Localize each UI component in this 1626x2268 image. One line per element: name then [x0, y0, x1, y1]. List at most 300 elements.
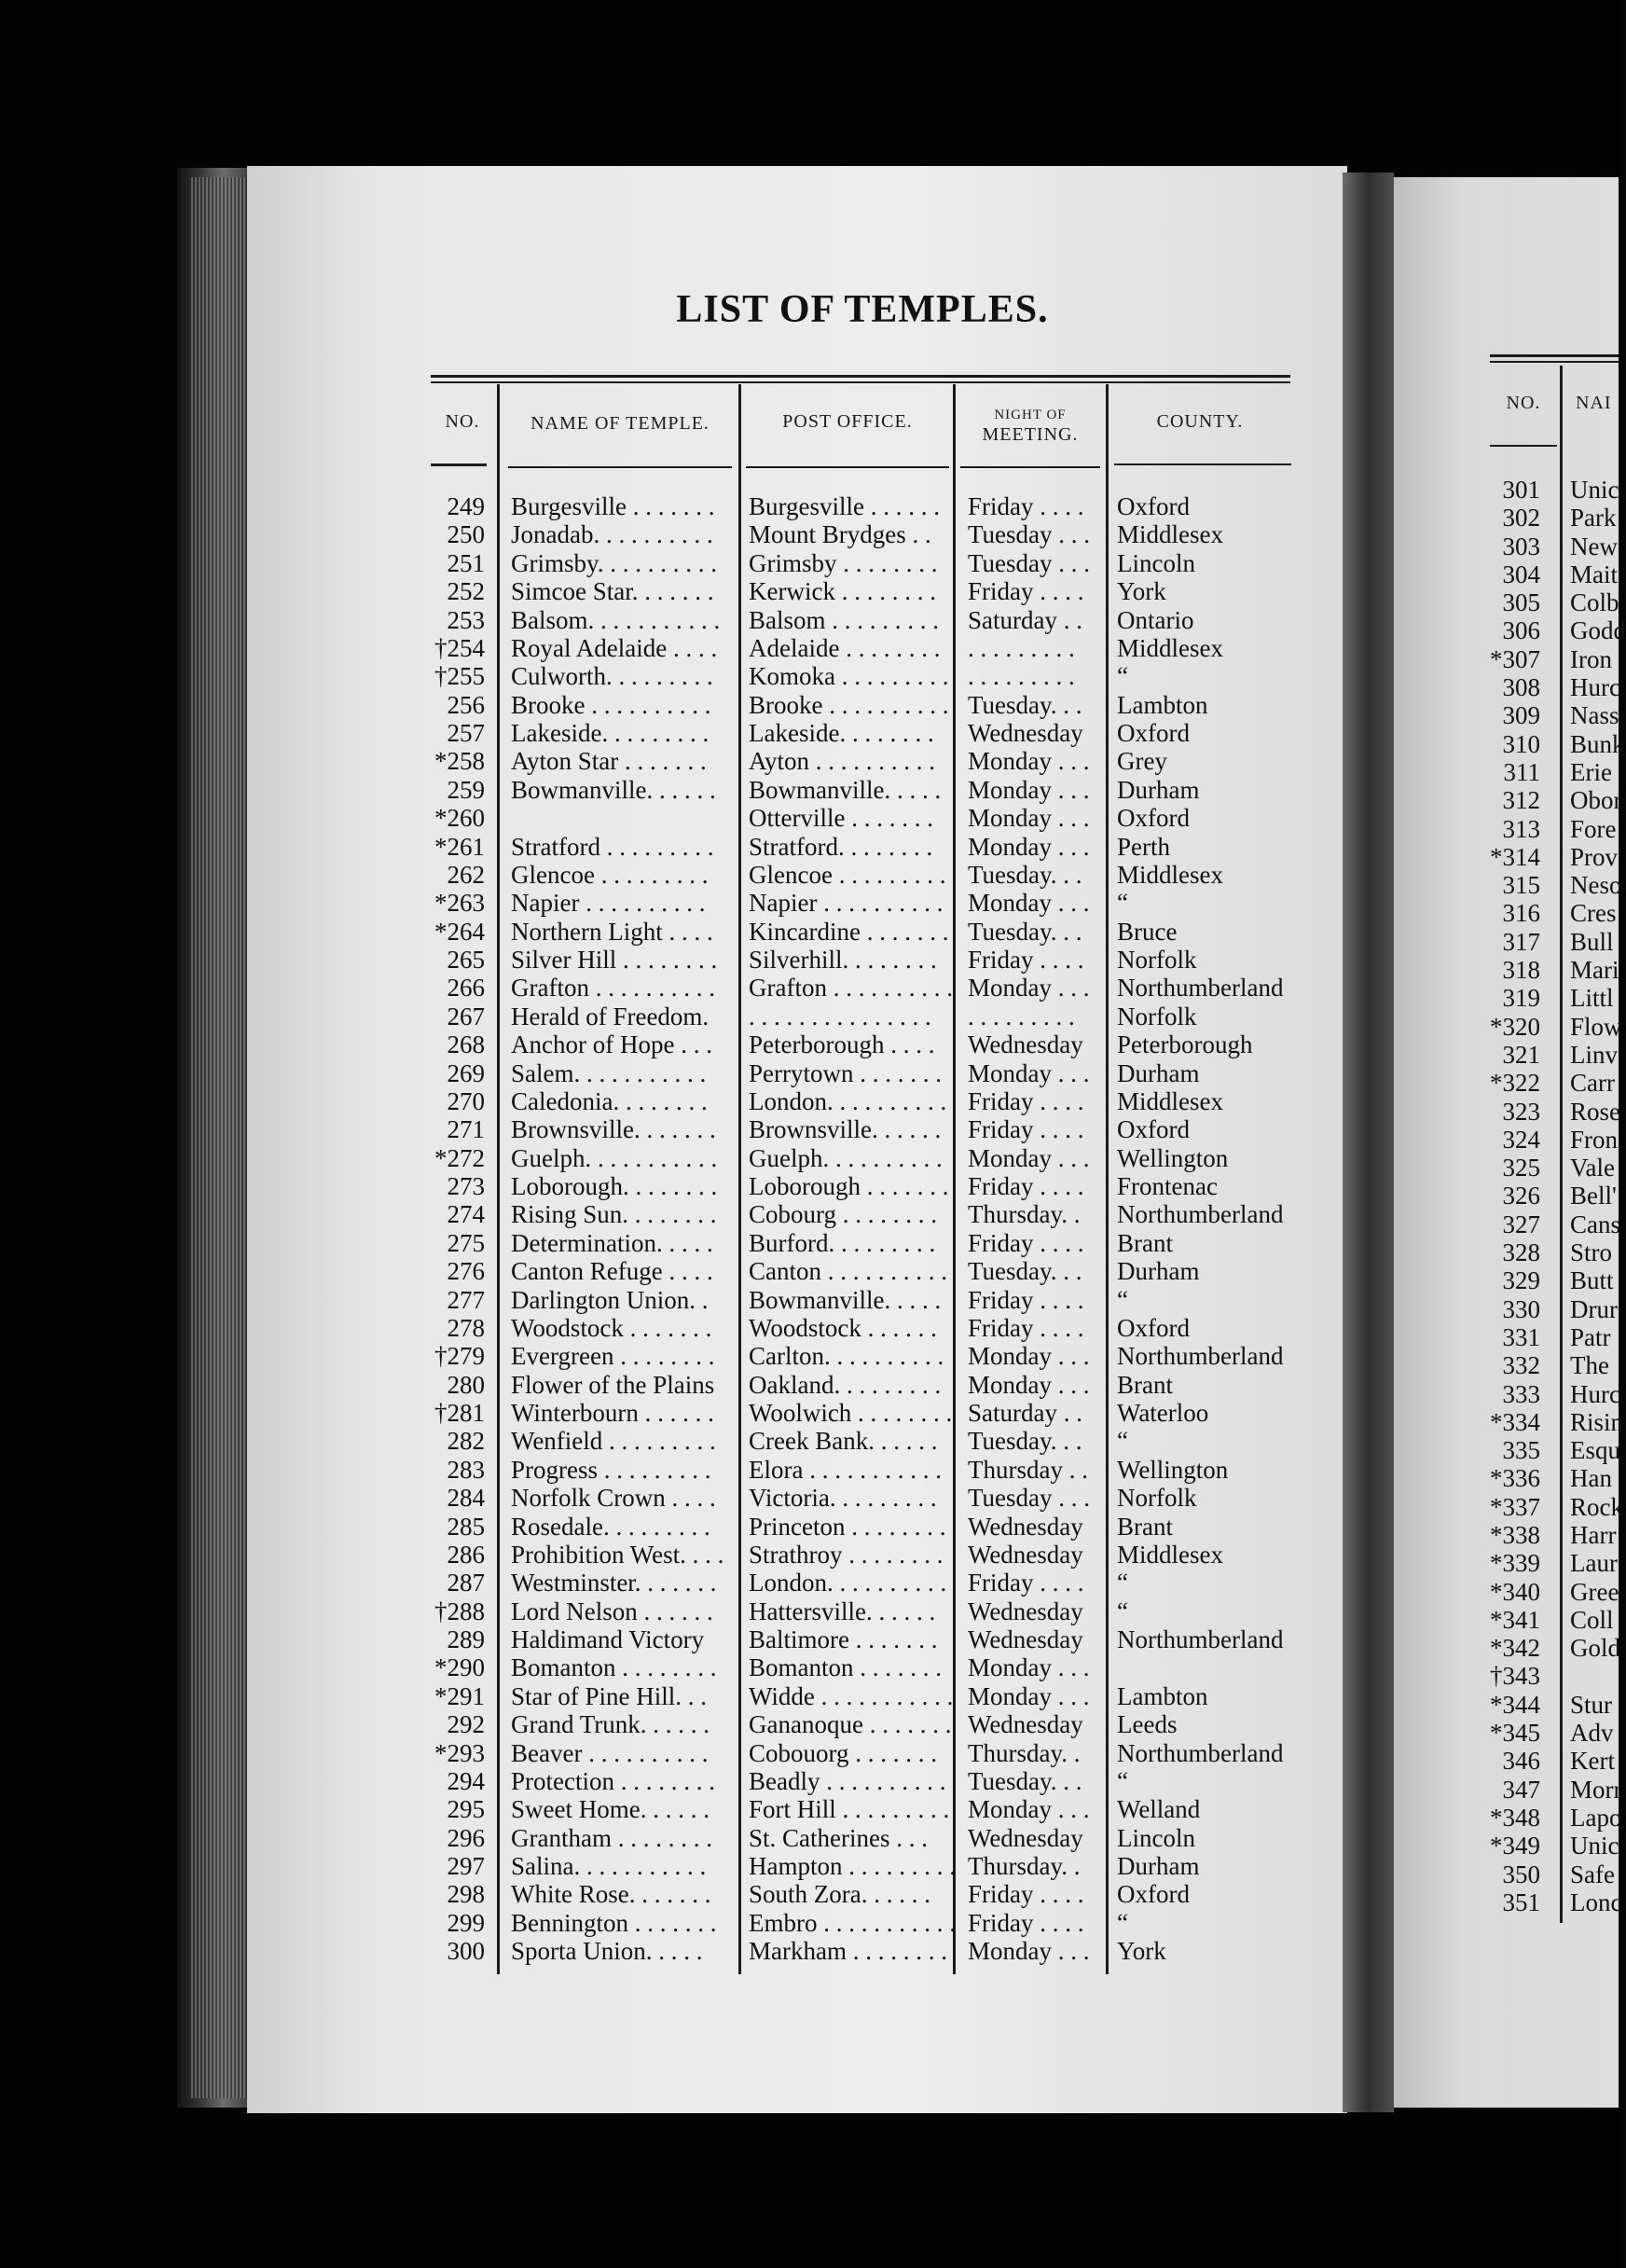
- table-row: [410, 776, 1324, 804]
- post-office: Creek Bank. . . . . .: [749, 1427, 938, 1456]
- county: Northumberland: [1117, 1625, 1284, 1653]
- county: “: [1117, 889, 1128, 918]
- temple-number: 277: [447, 1285, 485, 1314]
- table-row: [410, 1937, 1324, 1965]
- county: Lambton: [1117, 690, 1208, 719]
- post-office: Brownsville. . . . . .: [749, 1115, 942, 1144]
- county: Northumberland: [1117, 1200, 1284, 1229]
- temple-number: 270: [447, 1086, 485, 1115]
- meeting-night: Friday . . . .: [968, 1172, 1084, 1200]
- county: York: [1117, 1937, 1166, 1966]
- meeting-night: Tuesday. . .: [968, 917, 1082, 946]
- temple-number: 256: [447, 690, 485, 719]
- table-row: [410, 1030, 1324, 1058]
- county: Middlesex: [1117, 860, 1223, 889]
- post-office: London. . . . . . . . . .: [749, 1569, 947, 1597]
- post-office: St. Catherines . . .: [749, 1823, 928, 1852]
- meeting-night: Friday . . . .: [968, 1228, 1084, 1257]
- header-night-line2: MEETING.: [982, 424, 1079, 445]
- temple-name: Mait: [1570, 560, 1618, 588]
- right-table-top-rule-2: [1490, 361, 1619, 363]
- table-row: [410, 1314, 1324, 1342]
- county: Brant: [1117, 1228, 1173, 1257]
- right-table-row: [1473, 871, 1622, 900]
- post-office: Mount Brydges . .: [749, 520, 931, 549]
- temple-name: Winterbourn . . . . . .: [511, 1399, 714, 1427]
- post-office: Grimsby . . . . . . . .: [749, 548, 938, 577]
- temple-number: *272: [434, 1143, 485, 1172]
- temple-table-body: [410, 492, 1324, 1966]
- header-bottom-rule-po: [746, 466, 949, 468]
- post-office: Lakeside. . . . . . . .: [749, 719, 934, 747]
- table-row: [410, 861, 1324, 889]
- temple-number: 271: [447, 1115, 485, 1144]
- table-row: [410, 1513, 1324, 1541]
- temple-number: 302: [1502, 504, 1540, 532]
- temple-number: 295: [447, 1795, 485, 1824]
- post-office: Hattersville. . . . . .: [749, 1597, 936, 1625]
- right-table-row: [1473, 1747, 1619, 1775]
- meeting-night: Monday . . .: [968, 974, 1090, 1003]
- temple-number: 350: [1502, 1860, 1540, 1888]
- temple-name: Glencoe . . . . . . . . .: [511, 860, 709, 889]
- right-table-row: [1473, 1521, 1619, 1549]
- county: “: [1117, 1908, 1128, 1937]
- meeting-night: Thursday. .: [968, 1738, 1081, 1767]
- temple-name: Fron: [1570, 1125, 1619, 1154]
- temple-number: 309: [1502, 701, 1540, 730]
- county: Ontario: [1117, 605, 1194, 634]
- temple-number: *263: [434, 889, 485, 918]
- table-top-rule: [431, 375, 1290, 378]
- temple-name: Brooke . . . . . . . . . .: [511, 690, 711, 719]
- table-row: [410, 1653, 1324, 1681]
- county: Northumberland: [1117, 974, 1284, 1003]
- table-row: [410, 946, 1324, 974]
- header-night-line1: NIGHT OF: [994, 408, 1067, 422]
- post-office: Perrytown . . . . . . .: [749, 1058, 942, 1087]
- temple-name: Norfolk Crown . . . .: [511, 1484, 716, 1513]
- county: “: [1117, 1427, 1128, 1456]
- table-row: [410, 1795, 1324, 1823]
- meeting-night: Tuesday. . .: [968, 860, 1082, 889]
- table-row: [410, 1399, 1324, 1427]
- meeting-night: Thursday . .: [968, 1455, 1088, 1484]
- temple-name: Godd: [1570, 616, 1626, 645]
- temple-number: *338: [1490, 1520, 1540, 1549]
- meeting-night: Tuesday. . .: [968, 1427, 1082, 1456]
- meeting-night: Wednesday: [968, 1625, 1083, 1653]
- meeting-night: Monday . . .: [968, 832, 1090, 861]
- temple-number: 323: [1502, 1097, 1540, 1126]
- temple-name: Stro: [1570, 1238, 1613, 1267]
- temple-number: *339: [1490, 1549, 1540, 1578]
- temple-number: *314: [1490, 842, 1540, 871]
- temple-number: *261: [434, 832, 485, 861]
- temple-number: 296: [447, 1823, 485, 1852]
- table-top-rule-2: [431, 381, 1290, 383]
- temple-name: Stratford . . . . . . . . .: [511, 832, 714, 861]
- temple-name: Haldimand Victory: [511, 1625, 705, 1653]
- right-table-row: [1473, 1492, 1623, 1521]
- temple-name: Erie: [1570, 757, 1612, 786]
- temple-name: Loborough. . . . . . . .: [511, 1172, 718, 1200]
- table-row: [410, 1144, 1324, 1172]
- temple-name: Evergreen . . . . . . . .: [511, 1342, 715, 1371]
- right-table-row: [1473, 673, 1619, 701]
- county: Wellington: [1117, 1143, 1229, 1172]
- county: Durham: [1117, 1257, 1200, 1286]
- county: Durham: [1117, 1852, 1200, 1880]
- right-table-body: [1473, 476, 1626, 1916]
- meeting-night: Monday . . .: [968, 1370, 1090, 1399]
- table-row: [410, 719, 1324, 747]
- temple-number: 301: [1502, 476, 1540, 504]
- post-office: Baltimore . . . . . . .: [749, 1625, 938, 1653]
- post-office: Bowmanville. . . . .: [749, 1285, 942, 1314]
- meeting-night: Thursday. .: [968, 1200, 1081, 1229]
- temple-number: 294: [447, 1766, 485, 1795]
- temple-name: Jonadab. . . . . . . . . .: [511, 520, 713, 549]
- temple-number: 347: [1502, 1775, 1540, 1804]
- post-office: Elora . . . . . . . . . . .: [749, 1455, 942, 1484]
- temple-number: 332: [1502, 1351, 1540, 1380]
- temple-number: 330: [1502, 1294, 1540, 1323]
- temple-number: †254: [434, 633, 485, 662]
- temple-name: Morr: [1570, 1775, 1622, 1804]
- county: Lincoln: [1117, 1823, 1195, 1852]
- right-table-row: [1473, 1295, 1619, 1323]
- county: Welland: [1117, 1795, 1201, 1824]
- county: Bruce: [1117, 917, 1178, 946]
- county: “: [1117, 1597, 1128, 1625]
- temple-number: 292: [447, 1710, 485, 1739]
- temple-name: Bull: [1570, 927, 1614, 956]
- temple-name: The: [1570, 1351, 1609, 1380]
- right-table-row: [1473, 616, 1626, 645]
- temple-name: Flower of the Plains: [511, 1370, 715, 1399]
- temple-name: Simcoe Star. . . . . . .: [511, 577, 714, 606]
- county: Wellington: [1117, 1455, 1229, 1484]
- table-row: [410, 1824, 1324, 1852]
- temple-name: Stur: [1570, 1690, 1613, 1719]
- temple-number: 328: [1502, 1238, 1540, 1267]
- post-office: Cobouorg . . . . . . .: [749, 1738, 938, 1767]
- right-table-row: [1473, 1380, 1619, 1408]
- temple-number: 312: [1502, 786, 1540, 815]
- temple-number: 315: [1502, 871, 1540, 900]
- temple-number: 266: [447, 974, 485, 1003]
- temple-number: 287: [447, 1569, 485, 1597]
- table-row: [410, 1456, 1324, 1484]
- post-office: Bomanton . . . . . . .: [749, 1653, 942, 1682]
- right-header-name: NAI: [1576, 393, 1612, 413]
- temple-number: *348: [1490, 1803, 1540, 1832]
- temple-name: Littl: [1570, 984, 1614, 1013]
- temple-number: †288: [434, 1597, 485, 1625]
- table-row: [410, 1541, 1324, 1569]
- right-table-row: [1473, 956, 1619, 984]
- post-office: Glencoe . . . . . . . . .: [749, 860, 946, 889]
- meeting-night: Tuesday . . .: [968, 548, 1091, 577]
- county: Northumberland: [1117, 1342, 1284, 1371]
- header-bottom-rule-name: [508, 466, 732, 468]
- temple-name: Fore: [1570, 814, 1617, 843]
- right-table-top-rule: [1490, 354, 1619, 357]
- table-row: [410, 747, 1324, 775]
- right-table-row: [1473, 1069, 1619, 1097]
- temple-name: Canton Refuge . . . .: [511, 1257, 713, 1286]
- meeting-night: Tuesday . . .: [968, 1484, 1091, 1513]
- table-row: [410, 1229, 1324, 1257]
- temple-number: 252: [447, 577, 485, 606]
- meeting-night: Tuesday. . .: [968, 1766, 1082, 1795]
- header-name: NAME OF TEMPLE.: [531, 413, 710, 434]
- temple-name: Brownsville. . . . . . .: [511, 1115, 716, 1144]
- temple-number: 331: [1502, 1322, 1540, 1351]
- post-office: Komoka . . . . . . . . .: [749, 662, 949, 691]
- county: Oxford: [1117, 804, 1190, 833]
- temple-name: Gold: [1570, 1634, 1620, 1663]
- temple-name: New: [1570, 532, 1618, 560]
- temple-name: Harr: [1570, 1520, 1617, 1549]
- temple-name: Burgesville . . . . . . .: [511, 492, 715, 520]
- temple-name: Sporta Union. . . . .: [511, 1937, 703, 1966]
- temple-name: Bennington . . . . . . .: [511, 1908, 717, 1937]
- table-row: [410, 662, 1324, 690]
- right-table-row: [1473, 1210, 1619, 1238]
- post-office: Bowmanville. . . . .: [749, 775, 942, 804]
- post-office: Balsom . . . . . . . . .: [749, 605, 940, 634]
- right-table-row: [1473, 1832, 1619, 1860]
- temple-name: Mari: [1570, 956, 1619, 985]
- temple-number: 319: [1502, 984, 1540, 1013]
- county: Northumberland: [1117, 1738, 1284, 1767]
- county: Norfolk: [1117, 1002, 1197, 1030]
- right-table-row: [1473, 1266, 1619, 1294]
- page-gutter: [1343, 173, 1394, 2112]
- post-office: London. . . . . . . . . .: [749, 1086, 947, 1115]
- temple-number: 249: [447, 492, 485, 520]
- temple-name: Balsom. . . . . . . . . . .: [511, 605, 721, 634]
- table-row: [410, 1710, 1324, 1738]
- county: Perth: [1117, 832, 1170, 861]
- temple-name: Westminster. . . . . . .: [511, 1569, 717, 1597]
- meeting-night: Monday . . .: [968, 1937, 1090, 1966]
- temple-number: *260: [434, 804, 485, 833]
- right-table-row: [1473, 1549, 1619, 1577]
- table-row: [410, 1003, 1324, 1030]
- temple-number: 316: [1502, 899, 1540, 928]
- meeting-night: Tuesday. . .: [968, 690, 1082, 719]
- meeting-night: Wednesday: [968, 1710, 1083, 1739]
- meeting-night: Monday . . .: [968, 1143, 1090, 1172]
- county: Durham: [1117, 1058, 1200, 1087]
- post-office: South Zora. . . . . .: [749, 1880, 930, 1909]
- temple-name: Safe: [1570, 1860, 1615, 1888]
- temple-name: Salina. . . . . . . . . . .: [511, 1852, 707, 1880]
- right-table-row: [1473, 1126, 1619, 1154]
- temple-number: 262: [447, 860, 485, 889]
- temple-name: Hurc: [1570, 673, 1620, 702]
- county: Norfolk: [1117, 1484, 1197, 1513]
- meeting-night: Monday . . .: [968, 804, 1090, 833]
- post-office: Silverhill. . . . . . . .: [749, 946, 937, 974]
- right-table-row: [1473, 1719, 1619, 1747]
- post-office: Kerwick . . . . . . . .: [749, 577, 936, 606]
- post-office: Brooke . . . . . . . . . .: [749, 690, 949, 719]
- temple-name: Bell': [1570, 1182, 1617, 1210]
- meeting-night: Friday . . . .: [968, 1086, 1084, 1115]
- temple-number: *349: [1490, 1832, 1540, 1860]
- temple-number: 297: [447, 1852, 485, 1880]
- table-row: [410, 1087, 1324, 1115]
- meeting-night: Monday . . .: [968, 1342, 1090, 1371]
- temple-number: 268: [447, 1030, 485, 1059]
- right-table-row: [1473, 645, 1619, 673]
- meeting-night: Tuesday. . .: [968, 1257, 1082, 1286]
- table-row: [410, 577, 1324, 605]
- temple-name: Napier . . . . . . . . . .: [511, 889, 706, 918]
- post-office: Cobourg . . . . . . . .: [749, 1200, 938, 1229]
- post-office: Victoria. . . . . . . . .: [749, 1484, 937, 1513]
- temple-number: 351: [1502, 1888, 1540, 1916]
- temple-number: 317: [1502, 927, 1540, 956]
- table-row: [410, 1342, 1324, 1370]
- temple-number: 250: [447, 520, 485, 549]
- temple-name: Patr: [1570, 1322, 1611, 1351]
- meeting-night: Monday . . .: [968, 1653, 1090, 1682]
- temple-number: *307: [1490, 644, 1540, 673]
- temple-number: 300: [447, 1937, 485, 1966]
- county: Middlesex: [1117, 1540, 1223, 1569]
- county: Oxford: [1117, 1313, 1190, 1342]
- temple-number: *341: [1490, 1605, 1540, 1634]
- table-row: [410, 974, 1324, 1002]
- post-office: Embro . . . . . . . . . . .: [749, 1908, 956, 1937]
- meeting-night: Friday . . . .: [968, 1285, 1084, 1314]
- table-row: [410, 549, 1324, 577]
- temple-name: Guelph. . . . . . . . . . .: [511, 1143, 718, 1172]
- temple-name: Culworth. . . . . . . . .: [511, 662, 713, 691]
- temple-name: White Rose. . . . . . .: [511, 1880, 711, 1909]
- right-table-row: [1473, 1691, 1619, 1719]
- temple-number: 284: [447, 1484, 485, 1513]
- county: Oxford: [1117, 1880, 1190, 1909]
- meeting-night: Wednesday: [968, 1597, 1083, 1625]
- temple-name: Grand Trunk. . . . . .: [511, 1710, 710, 1739]
- meeting-night: Monday . . .: [968, 1795, 1090, 1824]
- post-office: Markham . . . . . . . .: [749, 1937, 947, 1966]
- temple-name: Unic: [1570, 476, 1619, 504]
- county: Lincoln: [1117, 548, 1195, 577]
- temple-name: Laur: [1570, 1549, 1618, 1578]
- right-table-row: [1473, 815, 1619, 843]
- table-row: [410, 1172, 1324, 1200]
- temple-name: Vale: [1570, 1154, 1615, 1182]
- table-row: [410, 918, 1324, 946]
- temple-number: 327: [1502, 1210, 1540, 1238]
- temple-number: 282: [447, 1427, 485, 1456]
- meeting-night: . . . . . . . . .: [968, 1002, 1075, 1030]
- temple-name: Sweet Home. . . . . .: [511, 1795, 710, 1824]
- temple-name: Hurc: [1570, 1379, 1620, 1408]
- temple-name: Kert: [1570, 1747, 1615, 1776]
- meeting-night: Wednesday: [968, 1030, 1083, 1059]
- meeting-night: Friday . . . .: [968, 1908, 1084, 1937]
- temple-number: 283: [447, 1455, 485, 1484]
- county: Middlesex: [1117, 633, 1223, 662]
- temple-name: Park: [1570, 504, 1617, 532]
- table-row: [410, 1371, 1324, 1399]
- temple-name: Risin: [1570, 1407, 1624, 1436]
- right-table-row: [1473, 1182, 1619, 1210]
- county: Brant: [1117, 1512, 1173, 1541]
- right-table-row: [1473, 1888, 1622, 1916]
- post-office: Fort Hill . . . . . . . . .: [749, 1795, 950, 1824]
- temple-number: 298: [447, 1880, 485, 1909]
- temple-name: Lakeside. . . . . . . . .: [511, 719, 710, 747]
- meeting-night: Friday . . . .: [968, 577, 1084, 606]
- temple-number: †255: [434, 662, 485, 691]
- county: “: [1117, 662, 1128, 691]
- header-bottom-rule-night: [960, 466, 1100, 468]
- county: Middlesex: [1117, 1086, 1223, 1115]
- table-row: [410, 1739, 1324, 1767]
- post-office: Strathroy . . . . . . . .: [749, 1540, 944, 1569]
- temple-name: Rose: [1570, 1097, 1620, 1126]
- temple-number: 278: [447, 1313, 485, 1342]
- post-office: Kincardine . . . . . . .: [749, 917, 949, 946]
- temple-name: Linv: [1570, 1040, 1618, 1069]
- meeting-night: Tuesday . . .: [968, 520, 1091, 549]
- page-title: LIST OF TEMPLES.: [676, 288, 1049, 331]
- right-table-row: [1473, 476, 1619, 504]
- temple-number: 267: [447, 1002, 485, 1030]
- temple-number: *334: [1490, 1407, 1540, 1436]
- county: Oxford: [1117, 719, 1190, 747]
- temple-name: Anchor of Hope . . .: [511, 1030, 712, 1059]
- meeting-night: Friday . . . .: [968, 1569, 1084, 1597]
- post-office: Burgesville . . . . . .: [749, 492, 940, 520]
- temple-number: *336: [1490, 1464, 1540, 1493]
- temple-name: Silver Hill . . . . . . . .: [511, 946, 718, 974]
- right-table-row: [1473, 1606, 1619, 1634]
- table-row: [410, 804, 1324, 832]
- temple-number: *337: [1490, 1492, 1540, 1521]
- right-table-row: [1473, 928, 1619, 956]
- temple-number: 305: [1502, 588, 1540, 617]
- county: Frontenac: [1117, 1172, 1218, 1200]
- temple-name: Esqu: [1570, 1436, 1620, 1465]
- table-row: [410, 1286, 1324, 1314]
- temple-name: Grimsby. . . . . . . . . .: [511, 548, 717, 577]
- county: Oxford: [1117, 492, 1190, 520]
- right-table-row: [1473, 1775, 1622, 1804]
- table-row: [410, 1569, 1324, 1597]
- right-table-row: [1473, 1662, 1619, 1690]
- right-table-row: [1473, 843, 1619, 871]
- temple-number: 326: [1502, 1182, 1540, 1210]
- temple-number: *320: [1490, 1012, 1540, 1041]
- right-table-row: [1473, 729, 1625, 758]
- temple-name: Coll: [1570, 1605, 1614, 1634]
- post-office: Burford. . . . . . . . .: [749, 1228, 936, 1257]
- temple-name: Lapo: [1570, 1803, 1622, 1832]
- temple-name: Prohibition West. . . .: [511, 1540, 724, 1569]
- county: “: [1117, 1569, 1128, 1597]
- right-table-row: [1473, 1238, 1619, 1266]
